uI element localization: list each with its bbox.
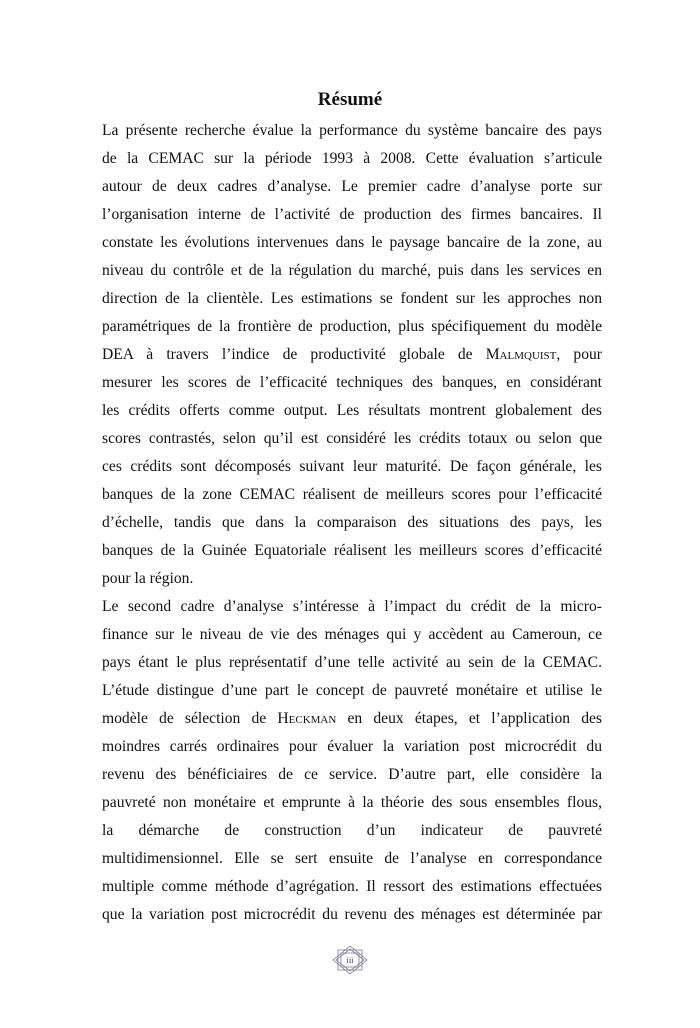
text-line-18: Le second cadre d’analyse s’intéresse à l’impact du crédit de la micro- — [102, 598, 602, 615]
text-line-27: multidimensionnel. Elle se sert ensuite de l’analyse en correspondance — [102, 850, 602, 867]
author-name-heckman: Heckman — [277, 710, 337, 727]
text-line-26: la démarche de construction d’un indicateur de pauvreté — [102, 822, 602, 839]
text-line-1: La présente recherche évalue la performance du système bancaire des pays — [102, 122, 602, 139]
text-line-28: multiple comme méthode d’agrégation. Il ressort des estimations effectuées — [102, 878, 602, 895]
text-line-11: les crédits offerts comme output. Les résultats montrent globalement des — [102, 402, 602, 419]
text-line-8: paramétriques de la frontière de production, plus spécifiquement du modèle — [102, 318, 602, 335]
text-line-9-head: DEA à travers l’indice de productivité globale de — [102, 346, 486, 363]
text-line-17: pour la région. — [102, 570, 194, 587]
text-line-9 — [102, 341, 602, 369]
text-line-22-head: modèle de sélection de — [102, 710, 278, 727]
page-number-badge — [331, 946, 369, 974]
text-line-9-tail: , pour — [556, 346, 602, 363]
text-line-2: de la CEMAC sur la période 1993 à 2008. Cette évaluation s’articule — [102, 150, 602, 167]
text-line-23: moindres carrés ordinaires pour évaluer la variation post microcrédit du — [102, 738, 602, 755]
text-line-21: L’étude distingue d’une part le concept de pauvreté monétaire et utilise le — [102, 682, 602, 699]
text-line-15: d’échelle, tandis que dans la comparaison des situations des pays, les — [102, 514, 602, 531]
text-line-14: banques de la zone CEMAC réalisent de meilleurs scores pour l’efficacité — [102, 486, 602, 503]
text-line-3: autour de deux cadres d’analyse. Le premier cadre d’analyse porte sur — [102, 178, 602, 195]
abstract-body — [102, 117, 602, 929]
text-line-4: l’organisation interne de l’activité de production des firmes bancaires. Il — [102, 206, 602, 223]
text-line-5: constate les évolutions intervenues dans le paysage bancaire de la zone, au — [102, 234, 602, 251]
text-line-20: pays étant le plus représentatif d’une telle activité au sein de la CEMAC. — [102, 654, 602, 671]
text-line-12: scores contrastés, selon qu’il est considéré les crédits totaux ou selon que — [102, 430, 602, 447]
text-line-7: direction de la clientèle. Les estimations se fondent sur les approches non — [102, 290, 602, 307]
text-line-13: ces crédits sont décomposés suivant leur maturité. De façon générale, les — [102, 458, 602, 475]
text-line-22 — [102, 705, 602, 733]
text-line-24: revenu des bénéficiaires de ce service. D’autre part, elle considère la — [102, 766, 602, 783]
text-line-29: que la variation post microcrédit du revenu des ménages est déterminée par — [102, 906, 602, 923]
page-number: iii — [346, 955, 354, 965]
page-title: Résumé — [317, 89, 383, 110]
text-line-25: pauvreté non monétaire et emprunte à la théorie des sous ensembles flous, — [102, 794, 602, 811]
text-line-19: finance sur le niveau de vie des ménages qui y accèdent au Cameroun, ce — [102, 626, 602, 643]
text-line-10: mesurer les scores de l’efficacité techniques des banques, en considérant — [102, 374, 602, 391]
text-line-16: banques de la Guinée Equatoriale réalisent les meilleurs scores d’efficacité — [102, 542, 602, 559]
text-line-22-tail: en deux étapes, et l’application des — [336, 710, 602, 727]
text-line-6: niveau du contrôle et de la régulation du marché, puis dans les services en — [102, 262, 602, 279]
author-name-malmquist: Malmquist — [485, 346, 557, 363]
